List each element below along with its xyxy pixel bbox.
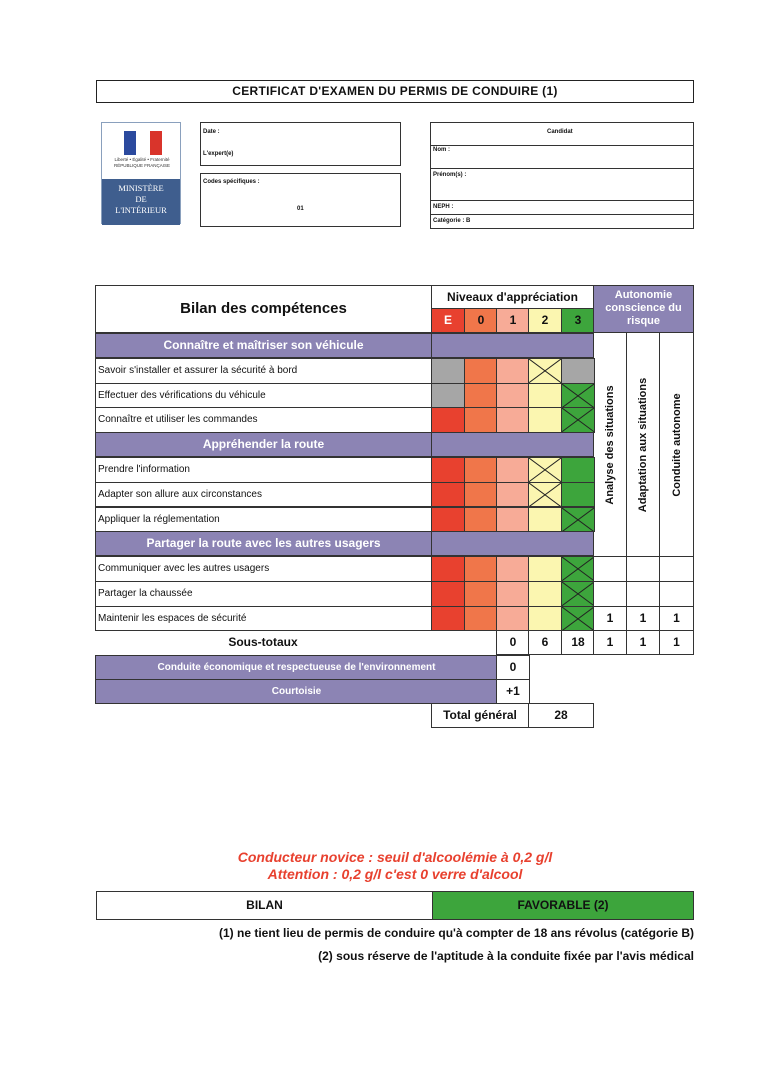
level-cell-2 xyxy=(528,457,562,483)
level-cell-0 xyxy=(464,581,498,607)
skill-row xyxy=(95,556,432,582)
subtotal-cell xyxy=(528,630,562,655)
grid-title: Bilan des compétences xyxy=(180,300,347,317)
level-cell-e xyxy=(431,507,465,533)
level-cell-e xyxy=(431,606,465,632)
alcohol-warning-line1: Conducteur novice : seuil d'alcoolémie à 0,2 g/l xyxy=(237,849,553,865)
subtotal-value: 6 xyxy=(541,635,549,650)
skill-row xyxy=(95,407,432,433)
autonomy-col-label: Adaptation aux situations xyxy=(637,377,649,512)
eco-cell xyxy=(496,655,530,680)
level-header-0 xyxy=(464,308,498,333)
autonomy-col-1 xyxy=(626,332,660,557)
subtotal-cell xyxy=(496,630,530,655)
candidate-header: Candidat xyxy=(547,129,573,135)
cross-mark-icon xyxy=(562,582,594,606)
cross-mark-icon xyxy=(562,384,594,408)
level-cell-0 xyxy=(464,507,498,533)
skill-label: Adapter son allure aux circonstances xyxy=(98,488,262,500)
level-header-label: 1 xyxy=(509,313,517,327)
level-header-label: 3 xyxy=(574,313,582,327)
level-cell-3 xyxy=(561,556,595,582)
autonomy-subtotal-cell xyxy=(593,630,627,655)
skill-row xyxy=(95,358,432,384)
alcohol-warning-line2: Attention : 0,2 g/l c'est 0 verre d'alcool xyxy=(267,866,523,882)
skill-row xyxy=(95,581,432,607)
note-2: (2) sous réserve de l'aptitude à la conduite fixée par l'avis médical xyxy=(318,949,694,963)
autonomy-title: Autonomie conscience du risque xyxy=(605,289,682,327)
level-cell-1 xyxy=(496,606,530,632)
level-cell-e xyxy=(431,407,465,433)
neph-label: NEPH : xyxy=(433,204,454,210)
level-cell-0 xyxy=(464,358,498,384)
total-value-cell xyxy=(528,703,594,728)
cross-mark-icon xyxy=(562,508,594,532)
subtotal-label: Sous-totaux xyxy=(228,635,298,650)
skill-label: Appliquer la réglementation xyxy=(98,513,220,525)
skill-label: Communiquer avec les autres usagers xyxy=(98,563,270,575)
result-value-cell xyxy=(432,891,694,920)
level-cell-0 xyxy=(464,457,498,483)
ministry-line1: MINISTÈRE xyxy=(118,183,164,193)
total-label: Total général xyxy=(443,708,517,723)
ministry-logo xyxy=(101,122,181,224)
level-header-3 xyxy=(561,308,595,333)
level-cell-2 xyxy=(528,358,562,384)
level-cell-3 xyxy=(561,383,595,409)
result-label-cell xyxy=(96,891,433,920)
level-cell-0 xyxy=(464,606,498,632)
autonomy-empty-cell xyxy=(626,556,660,582)
autonomy-value-cell xyxy=(659,606,694,632)
level-cell-e xyxy=(431,556,465,582)
level-cell-0 xyxy=(464,407,498,433)
autonomy-value-cell xyxy=(593,606,627,632)
note-1: (1) ne tient lieu de permis de conduire qu'à compter de 18 ans révolus (catégorie B) xyxy=(219,926,694,940)
republic-motto: Liberté • Égalité • Fraternité RÉPUBLIQUE FRANÇAISE xyxy=(113,157,170,168)
cross-mark-icon xyxy=(562,607,594,631)
skill-row xyxy=(95,507,432,533)
section-header-0: Connaître et maîtriser son véhicule xyxy=(95,333,432,358)
candidate-box xyxy=(430,122,694,229)
autonomy-empty-cell xyxy=(593,556,627,582)
total-label-cell xyxy=(431,703,529,728)
ministry-line3: L'INTÉRIEUR xyxy=(115,205,167,215)
codes-box xyxy=(200,173,401,227)
skill-row xyxy=(95,606,432,632)
level-cell-2 xyxy=(528,383,562,409)
autonomy-subtotal-value: 1 xyxy=(606,635,614,650)
cross-mark-icon xyxy=(529,359,561,383)
level-header-label: 2 xyxy=(541,313,549,327)
level-cell-e xyxy=(431,581,465,607)
total-value: 28 xyxy=(554,708,568,723)
subtotal-cell xyxy=(561,630,595,655)
level-cell-1 xyxy=(496,556,530,582)
level-cell-2 xyxy=(528,482,562,508)
skill-label: Partager la chaussée xyxy=(98,587,193,599)
level-cell-1 xyxy=(496,358,530,384)
eco-label: Conduite économique et respectueuse de l'environnement xyxy=(95,655,498,680)
autonomy-col-2 xyxy=(659,332,694,557)
expert-label: L'expert(e) xyxy=(203,151,234,157)
level-cell-1 xyxy=(496,457,530,483)
autonomy-empty-cell xyxy=(626,581,660,607)
level-header-e xyxy=(431,308,465,333)
level-cell-2 xyxy=(528,556,562,582)
skill-row xyxy=(95,482,432,508)
codes-label: Codes spécifiques : xyxy=(203,179,260,185)
level-cell-2 xyxy=(528,606,562,632)
exam-info-box xyxy=(200,122,401,166)
level-cell-3 xyxy=(561,581,595,607)
section-header-1: Appréhender la route xyxy=(95,432,432,457)
skill-label: Effectuer des vérifications du véhicule xyxy=(98,389,266,401)
skill-row xyxy=(95,383,432,409)
level-cell-e xyxy=(431,457,465,483)
level-cell-3 xyxy=(561,482,595,508)
cross-mark-icon xyxy=(529,458,561,482)
level-cell-2 xyxy=(528,581,562,607)
skill-label: Prendre l'information xyxy=(98,464,190,476)
level-cell-0 xyxy=(464,482,498,508)
result-value: FAVORABLE (2) xyxy=(517,898,609,912)
level-cell-0 xyxy=(464,383,498,409)
skill-row xyxy=(95,457,432,483)
autonomy-empty-cell xyxy=(593,581,627,607)
level-cell-e xyxy=(431,358,465,384)
level-cell-3 xyxy=(561,407,595,433)
level-cell-1 xyxy=(496,407,530,433)
level-header-label: 0 xyxy=(477,313,485,327)
section-header-fill-2 xyxy=(431,531,594,556)
autonomy-empty-cell xyxy=(659,581,694,607)
courtesy-cell xyxy=(496,679,530,704)
level-cell-1 xyxy=(496,507,530,533)
autonomy-value: 1 xyxy=(639,610,647,625)
levels-title: Niveaux d'appréciation xyxy=(447,290,578,304)
cross-mark-icon xyxy=(529,483,561,507)
cross-mark-icon xyxy=(562,408,594,432)
nom-label: Nom : xyxy=(433,147,450,153)
autonomy-value: 1 xyxy=(673,610,680,625)
autonomy-col-0 xyxy=(593,332,627,557)
level-cell-2 xyxy=(528,507,562,533)
level-cell-e xyxy=(431,383,465,409)
autonomy-empty-cell xyxy=(659,556,694,582)
autonomy-subtotal-cell xyxy=(626,630,660,655)
level-cell-3 xyxy=(561,457,595,483)
level-cell-0 xyxy=(464,556,498,582)
level-cell-1 xyxy=(496,581,530,607)
section-header-2: Partager la route avec les autres usagers xyxy=(95,531,432,556)
result-label: BILAN xyxy=(246,898,283,912)
section-header-fill-1 xyxy=(431,432,594,457)
skill-label: Connaître et utiliser les commandes xyxy=(98,414,258,426)
section-header-fill-0 xyxy=(431,333,594,358)
codes-value: 01 xyxy=(297,206,304,212)
categorie-label: Catégorie : B xyxy=(433,218,471,224)
autonomy-header-cell xyxy=(593,285,694,333)
eco-value: 0 xyxy=(509,660,517,675)
level-cell-1 xyxy=(496,383,530,409)
ministry-line2: DE xyxy=(135,194,147,204)
certificate-title: CERTIFICAT D'EXAMEN DU PERMIS DE CONDUIRE (1) xyxy=(96,80,694,103)
level-cell-3 xyxy=(561,606,595,632)
grid-title-cell xyxy=(95,285,432,333)
french-flag-icon xyxy=(124,131,162,155)
levels-title-cell xyxy=(431,285,594,309)
level-header-1 xyxy=(496,308,530,333)
skill-label: Maintenir les espaces de sécurité xyxy=(98,612,247,624)
cross-mark-icon xyxy=(562,557,594,581)
level-header-label: E xyxy=(443,313,452,327)
date-label: Date : xyxy=(203,129,220,135)
level-cell-3 xyxy=(561,358,595,384)
level-header-2 xyxy=(528,308,562,333)
skill-label: Savoir s'installer et assurer la sécurité à bord xyxy=(98,365,298,376)
courtesy-value: +1 xyxy=(506,684,520,699)
autonomy-value-cell xyxy=(626,606,660,632)
subtotal-value: 0 xyxy=(509,635,517,650)
level-cell-2 xyxy=(528,407,562,433)
level-cell-3 xyxy=(561,507,595,533)
autonomy-subtotal-cell xyxy=(659,630,694,655)
autonomy-subtotal-value: 1 xyxy=(639,635,647,650)
level-cell-1 xyxy=(496,482,530,508)
prenom-label: Prénom(s) : xyxy=(433,172,467,178)
autonomy-col-label: Analyse des situations xyxy=(604,384,616,505)
autonomy-value: 1 xyxy=(606,610,614,625)
subtotal-value: 18 xyxy=(571,635,585,650)
autonomy-col-label: Conduite autonome xyxy=(670,392,683,497)
level-cell-e xyxy=(431,482,465,508)
autonomy-subtotal-value: 1 xyxy=(673,635,680,650)
courtesy-label: Courtoisie xyxy=(95,679,498,704)
